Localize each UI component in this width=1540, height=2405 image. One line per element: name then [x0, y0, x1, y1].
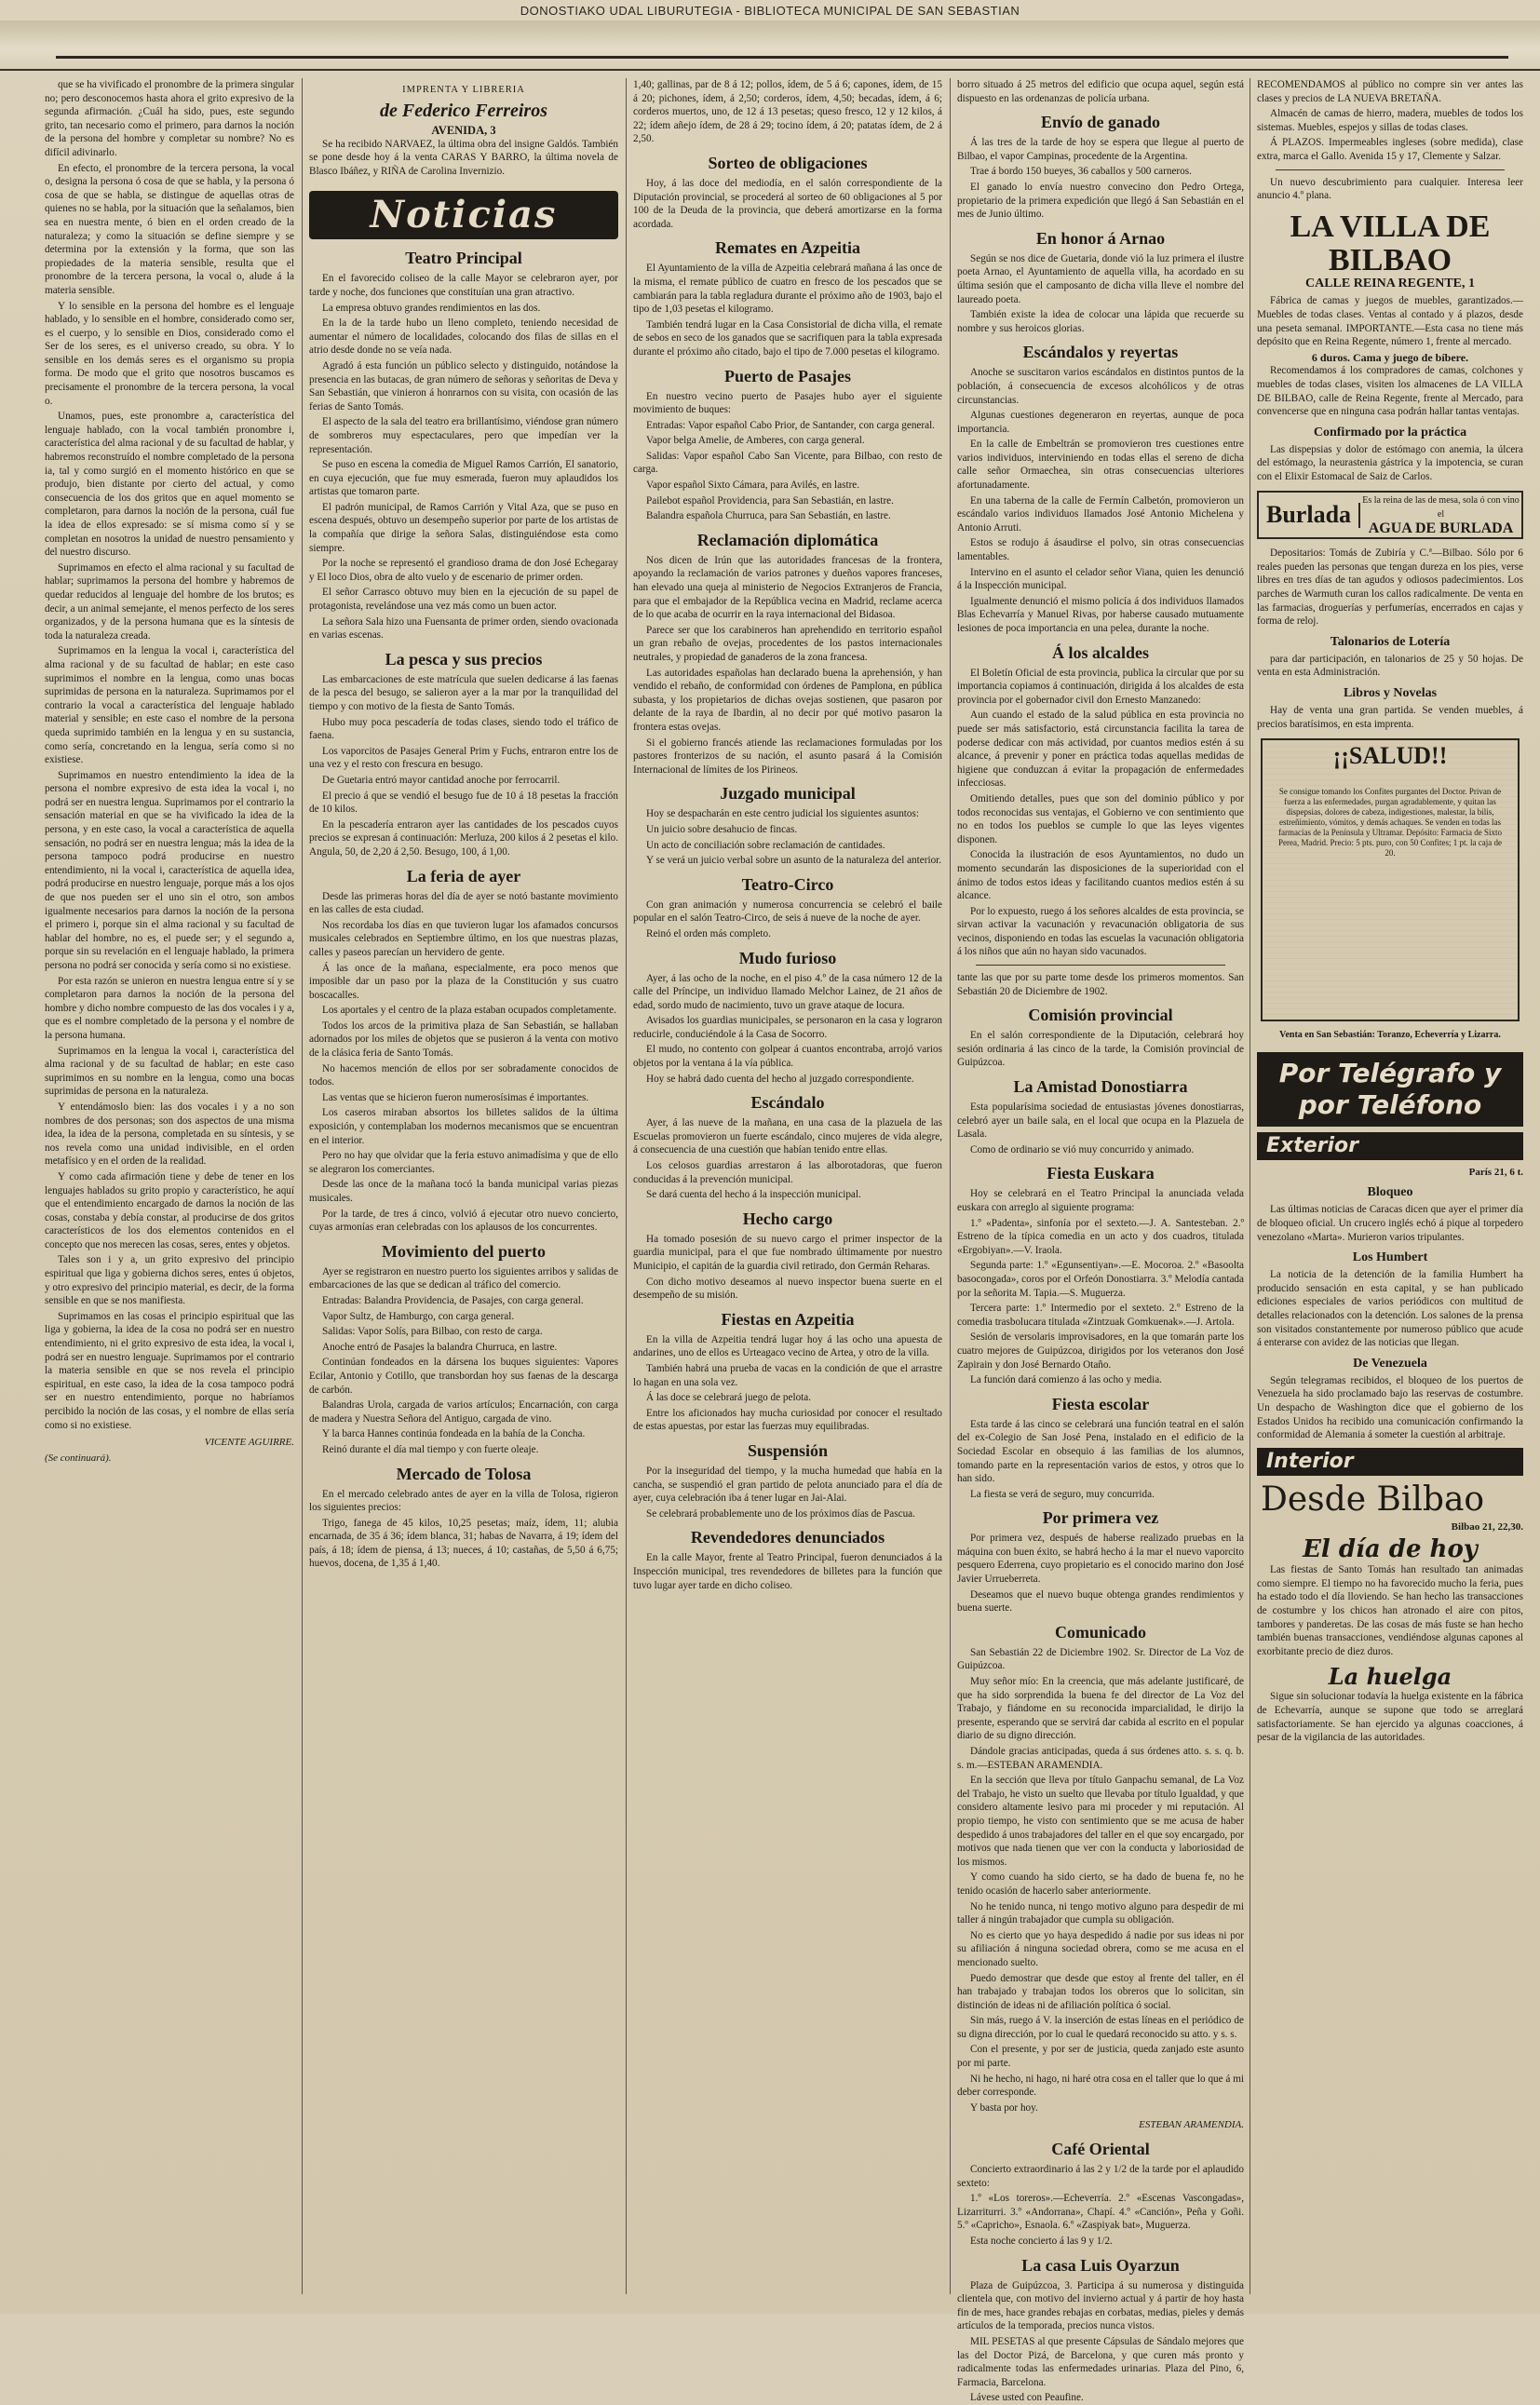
section-paragraph: MIL PESETAS al que presente Cápsulas de Sándalo mejores que las del Doctor Pizá, de Barcelona, y que curen más pronto y radicalmente todas las enfermedades urinarias. Plaza del Pino, 6, Farmacia, Barcelona. — [957, 2335, 1244, 2388]
section-paragraph: Balandras Urola, cargada de varios artículos; Encarnación, con carga de madera y Nuestra Señora del Antiguo, cargada de vino. — [309, 1399, 618, 1425]
section-paragraph: La fiesta se verá de seguro, muy concurrida. — [970, 1488, 1155, 1500]
ad-recomendamos-2: Recomendamos á los compradores de camas, colchones y muebles de todas clases, visiten los almacenes de LA VILLA DE BILBAO, calle de Reina Regente, frente al Mercado, para convencerse que en ninguna casa podrán hallar tantas ventajas. — [1257, 365, 1523, 418]
section-headline: Escándalos y reyertas — [1022, 343, 1179, 362]
section-paragraph: En la pescadería entraron ayer las cantidades de los pescados cuyos precios se expresan á continuación: Merluza, 200 kilos á 2 pesetas el kilo. Angula, 50, de 2,20 á 2,50. Besugo, 100, á 1,00. — [309, 818, 618, 858]
section-paragraph: Ayer se registraron en nuestro puerto los siguientes arribos y salidas de embarcaciones de las que se dedican al tráfico del comercio. — [309, 1265, 618, 1291]
section-paragraph: En nuestro vecino puerto de Pasajes hubo ayer el siguiente movimiento de buques: — [633, 390, 942, 416]
section-paragraph: Igualmente denunció el mismo policía á dos individuos llamados Blas Echevarría y Manuel Rivas, por haberse causado mutuamente lesiones de poca importancia en una pelea, durante la noche. — [957, 595, 1244, 634]
section-paragraph: En el mercado celebrado antes de ayer en la villa de Tolosa, rigieron los siguientes precios: — [309, 1488, 618, 1514]
news-sections — [957, 1006, 1244, 2405]
section-headline: Hecho cargo — [742, 1209, 833, 1228]
section-paragraph: El mudo, no contento con golpear á cuantos encontraba, arrojó varios objetos por la ventana á la vía pública. — [633, 1044, 942, 1070]
huelga-title: La huelga — [1328, 1663, 1452, 1691]
section-paragraph: La empresa obtuvo grandes rendimientos en las dos. — [322, 302, 541, 314]
section-paragraph: Y basta por hoy. — [970, 2101, 1038, 2114]
section-paragraph: Deseamos que el nuevo buque obtenga grandes rendimientos y buena suerte. — [957, 1588, 1244, 1615]
section-paragraph: 1.º «Padenta», sinfonía por el sexteto.—J. A. Santesteban. 2.º Estreno de la típica comedia en un acto y dos cuadros, titulada «Ergobiyan».—V. Iraola. — [957, 1217, 1244, 1256]
burlada-ad — [1257, 491, 1523, 539]
section-paragraph: La señora Sala hizo una Fuensanta de primer orden, siendo ovacionada en varias escenas. — [309, 615, 618, 642]
section-paragraph: Concierto extraordinario á las 2 y 1/2 de la tarde por el aplaudido sexteto: — [957, 2164, 1244, 2189]
section-headline: Suspensión — [747, 1440, 829, 1460]
section-paragraph: No es cierto que yo haya despedido á nadie por sus ideas ni por su afiliación á ninguna sociedad obrera, como se me acusa en el mencionado suelto. — [957, 1929, 1244, 1968]
section-paragraph: Estos se rodujo á ásaudirse el polvo, sin otras consecuencias lamentables. — [957, 537, 1244, 563]
column-intro: 1,40; gallinas, par de 8 á 12; pollos, ídem, de 5 á 6; capones, ídem, de 15 á 20; pichones, ídem, á 2,50; corderos, ídem, 4,50; becadas, ídem, á 6; corderos muertos, uno, de 12 á 13 pesetas; queso fresco, 12 y 12 kilos, á 22; ídem añejo ídem, de 28 á 29; tocino ídem, á 20; patatas ídem, de 2 á 2,50. — [633, 79, 942, 145]
section-headline: Movimiento del puerto — [382, 1241, 546, 1261]
section-headline: Mercado de Tolosa — [396, 1464, 532, 1483]
humbert-title: Los Humbert — [1352, 1250, 1428, 1265]
section-paragraph: Dándole gracias anticipadas, queda á sus órdenes atto. s. s. q. b. s. m.—ESTEBAN ARAMENDIA. — [957, 1746, 1244, 1771]
section-paragraph: San Sebastián 22 de Diciembre 1902. Sr. Director de La Voz de Guipúzcoa. — [957, 1646, 1244, 1672]
section-paragraph: Esta tarde á las cinco se celebrará una función teatral en el salón del ex-Colegio de San José Pena, instalado en el edificio de la Sociedad Escolar en obsequio á las familias de los alumnos, tomando parte en la representación varios de estos, y otros que lo han sido. — [957, 1418, 1244, 1485]
section-headline: Comisión provincial — [1028, 1006, 1173, 1025]
section-paragraph: También existe la idea de colocar una lápida que recuerde su nombre y sus heroicos glorias. — [957, 309, 1244, 334]
top-rule — [56, 56, 1508, 59]
talonarios-title: Talonarios de Lotería — [1330, 634, 1451, 649]
section-paragraph: El aspecto de la sala del teatro era brillantísimo, viéndose gran número de sombreros muy espectaculares, pero que impedían ver la representación. — [309, 416, 618, 455]
section-paragraph: Y se verá un juicio verbal sobre un asunto de la naturaleza del anterior. — [646, 855, 942, 867]
section-paragraph: Entre los aficionados hay mucha curiosidad por conocer el resultado de estas apuestas, por estar las fuerzas muy equilibradas. — [633, 1407, 942, 1433]
el-dia-text: Las fiestas de Santo Tomás han resultado tan animadas como siempre. El tiempo no ha favorecido mucho la feria, pues ha estado todo el día lloviendo. Se han hecho las transacciones de costumbre y los chicos han atronado el aire con pitos, tambores y panderetas. De las cosas de más fuste se han hecho también buenas transacciones, vendiéndose algunas capones al exorbitante precio de diez duros. — [1257, 1564, 1523, 1657]
section-headline: Puerto de Pasajes — [724, 366, 851, 385]
noticias-banner: Noticias — [309, 191, 618, 239]
section-paragraph: Pero no hay que olvidar que la feria estuvo animadísima y que de ello se alegraron los comerciantes. — [309, 1150, 618, 1175]
section-paragraph: Los vaporcitos de Pasajes General Prim y Fuchs, entraron entre los de una vez y el resto con frescura en besugo. — [309, 745, 618, 771]
section-paragraph: El padrón municipal, de Ramos Carrión y Vital Aza, que se puso en escena después, obtuvo un desempeño superior por parte de los artistas de la compañía que dirige la señora Salas, distinguiéndose esta como siempre. — [309, 501, 618, 554]
column-3 — [633, 78, 942, 2294]
section-paragraph: Vapor Sultz, de Hamburgo, con carga general. — [322, 1310, 515, 1322]
column-divider — [626, 78, 627, 2294]
section-paragraph: Intervino en el asunto el celador señor Viana, quien les denunció á la Inspección municipal. — [957, 566, 1244, 592]
section-paragraph: Todos los arcos de la primitiva plaza de San Sebastián, se hallaban adornados por los miles de objetos que se pusieron á la venta con motivo de la clásica feria de Santo Tomás. — [309, 1020, 618, 1060]
essay-paragraph: que se ha vivificado el pronombre de la primera singular no; pero desconocemos hasta ahora el grito expresivo de la segunda afirmación. ¿Cuál ha sido, pues, este segundo grito, tan necesario como el primero, para darnos la noción de la persona del hombre y completar su nombre? No es difícil adivinarlo. — [45, 79, 294, 158]
section-paragraph: Á las once de la mañana, especialmente, era poco menos que imposible dar un paso por la plaza de la Constitución y sus cuatro boscacalles. — [309, 962, 618, 1001]
section-paragraph: Esta popularísima sociedad de entusiastas jóvenes donostiarras, celebró ayer un baile sala, en el local que ocupa en la Plazuela de Lasala. — [957, 1101, 1244, 1141]
section-paragraph: Anoche entró de Pasajes la balandra Churruca, en lastre. — [322, 1341, 558, 1353]
section-headline: Por primera vez — [1042, 1508, 1159, 1528]
section-headline: La Amistad Donostiarra — [1013, 1077, 1188, 1097]
essay-paragraph: Y entendámoslo bien: las dos vocales i y a no son nombres de dos personas; son dos aspectos de una misma idea, la idea de la persona, completada en su síntesis, y se nos revela como una unidad indivisible, en el orden metafísico y en el orden de la realidad. — [45, 1101, 294, 1168]
section-paragraph: Tercera parte: 1.º Intermedio por el sexteto. 2.º Estreno de la comedia trasbolucara titulada «Zintzuak Gomkuenak».—J. Artola. — [957, 1303, 1244, 1328]
section-paragraph: Nos dicen de Irún que las autoridades francesas de la frontera, apoyando la reclamación de varios patrones y dueños vapores franceses, han elevado una queja al ministerio de Negocios Extranjeros de Francia, para que el embajador de la República vecina en Madrid, reclame acerca de lo que acaba de ocurrir en la raya internacional del Bidasoa. — [633, 554, 942, 621]
essay-paragraph: Suprimamos en efecto el alma racional y su facultad de hablar; suprimamos la persona del hombre y habremos de quedar reducidos al lenguaje del hombre de los brutos; es decir, a un animal semejante, el menos perfecto de los seres organizados, y de la persona humana que es la síntesis de toda la naturaleza creada. — [45, 561, 294, 642]
section-paragraph: Los aportales y el centro de la plaza estaban ocupados completamente. — [322, 1005, 616, 1017]
section-paragraph: Hoy se celebrará en el Teatro Principal la anunciada velada euskara con arreglo al siguiente programa: — [957, 1188, 1244, 1213]
section-paragraph: Por la tarde, de tres á cinco, volvió á ejecutar otro nuevo concierto, cuyas armonías eran celebradas con los aplausos de los concurrentes. — [309, 1208, 618, 1234]
section-paragraph: No he tenido nunca, ni tengo motivo alguno para despedir de mi taller á ningún trabajador que cumpla su obligación. — [957, 1900, 1244, 1926]
page-top-fold — [0, 20, 1540, 71]
section-paragraph: Un juicio sobre desahucio de fincas. — [646, 823, 798, 835]
section-paragraph: En el favorecido coliseo de la calle Mayor se celebraron ayer, por tarde y noche, dos funciones que constituían una gran atractivo. — [309, 273, 618, 298]
section-paragraph: Por la noche se representó el grandioso drama de don José Echegaray y El loco Dios, obra de alto vuelo y de escenario de primer orden. — [309, 558, 618, 583]
ad-recomendamos: RECOMENDAMOS al público no compre sin ver antes las clases y precios de LA NUEVA BRETAÑA. — [1257, 79, 1523, 104]
section-paragraph: Se puso en escena la comedia de Miguel Ramos Carrión, El sanatorio, en cuya ejecución, que fue muy esmerada, fueron muy aplaudidos los artistas que tomaron parte. — [309, 459, 618, 498]
section-paragraph: Á las doce se celebrará juego de pelota. — [646, 1392, 812, 1404]
el-dia-title: El día de hoy — [1303, 1535, 1478, 1564]
essay-body — [45, 78, 294, 1432]
section-paragraph: En una taberna de la calle de Fermín Calbetón, promovieron un escándalo varios individuos llamados José Antonio Michelena y Antonio Arruti. — [957, 494, 1244, 534]
section-paragraph: Hubo muy poca pescadería de todas clases, siendo todo el tráfico de faena. — [309, 716, 618, 742]
column-intro: tante las que por su parte tome desde los primeros momentos. San Sebastián 20 de Diciembre de 1902. — [957, 972, 1244, 997]
section-paragraph: Hoy, á las doce del mediodía, en el salón correspondiente de la Diputación provincial, se procederá al sorteo de 60 obligaciones al 5 por 100 de la Deuda de la provincia, que deberá amortizarse en la forma acordada. — [633, 177, 942, 230]
section-paragraph: Según se nos dice de Guetaria, donde vió la luz primera el ilustre poeta Arnao, el Ayuntamiento de aquella villa, ha acordado en su última sesión que el camposanto de dicha villa lleve el nombre del laureado poeta. — [957, 252, 1244, 305]
section-paragraph: Continúan fondeados en la dársena los buques siguientes: Vapores Ecilar, Antonio y Cotillo, que transbordan hoy sus faenas de la descarga de carbón. — [309, 1357, 618, 1396]
section-paragraph: Puedo demostrar que desde que estoy al frente del taller, en él han trabajado y trabajan todos los obreros que lo solicitan, sin distinción de ideas ni de afiliación política ó social. — [957, 1972, 1244, 2011]
column-2 — [309, 78, 618, 2294]
burlada-name: Burlada — [1259, 503, 1360, 528]
section-paragraph: Vapor belga Amelie, de Amberes, con carga general. — [646, 435, 865, 447]
telegrafo-banner: Por Telégrafo y por Teléfono — [1257, 1052, 1523, 1127]
essay-paragraph: Por esta razón se unieron en nuestra lengua entre sí y se completaron para darnos la noción de la persona del hombre y dicho nombre compuesto de las dos vocales i y a, que es el nombre completado de la persona y el nombre de la persona humana. — [45, 975, 294, 1041]
section-paragraph: En la calle Mayor, frente al Teatro Principal, fueron denunciados á la Inspección municipal, tres revendedores de billetes para la función que tuvo lugar ayer tarde en dicho coliseo. — [633, 1552, 942, 1591]
salud-ad-box — [1261, 738, 1520, 1021]
ad-rule — [1276, 169, 1505, 170]
ad-nuevo: Un nuevo descubrimiento para cualquier. Interesa leer anuncio 4.º plana. — [1257, 176, 1523, 202]
section-paragraph: Balandra española Churruca, para San Sebastián, en lastre. — [646, 510, 891, 522]
section-paragraph: Por la inseguridad del tiempo, y la mucha humedad que había en la cancha, se suspendió el gran partido de pelota anunciado para el día de ayer, cuya celebración iba á tener lugar en Jai-Alai. — [633, 1465, 942, 1505]
section-headline: Fiesta Euskara — [1047, 1164, 1155, 1183]
section-paragraph: Las ventas que se hicieron fueron numerosísimas é importantes. — [322, 1091, 589, 1103]
section-paragraph: Muy señor mío: En la creencia, que más adelante justificaré, de que ha sido sorprendida la buena fe del director de La Voz del Trabajo, y fiándome en su reconocida imparcialidad, le dirijo la presente, esperando que se servirá dar cabida al escrito en el popular diario de su digno dirección. — [957, 1676, 1244, 1742]
essay-paragraph: Suprimamos en la lengua la vocal i, característica del alma racional y de su facultad de hablar; en este caso suprimimos en su nombre en la lengua, como una bocas suprimidas de persona en la naturaleza. — [45, 1045, 294, 1098]
section-paragraph: También tendrá lugar en la Casa Consistorial de dicha villa, el remate de sebos en seco de los ganados que se sacrifiquen para la tabla expresada durante el próximo año citado, bajo el tipo de 7.000 pesetas el kilogramo. — [633, 318, 942, 358]
printer-ad-label: IMPRENTA Y LIBRERIA — [402, 85, 525, 95]
section-paragraph: En la sección que lleva por título Ganpachu semanal, de La Voz del Trabajo, he visto un suelto que llevaba por título Igualdad, y que considero altamente lesivo para mi proceder y mi reputación. Al propio tiempo, he visto con sentimiento que se me acusa de haber despedido á unos trabajadores del taller en el que soy encargado, por motivos que nada tienen que ver con la conducta y laboriosidad de los mismos. — [957, 1775, 1244, 1868]
paris-dateline: París 21, 6 t. — [1468, 1166, 1523, 1178]
salud-text: Se consigue tomando los Confites purgantes del Doctor. Privan de fuerza a las enfermedades, purgan agradablemente, y quitan las dispepsias, dolores de cabeza, indigestiones, malestar, la bilis, estreñimiento, vómitos, y demás achaques. Se venden en todas las farmacias de la Península y Ultramar. Depósito: Farmacia de Sixto Perea, Madrid. Precio: 5 pts. puro, con 50 Confites; 1 pt. la caja de 20. — [1278, 787, 1502, 858]
news-sections — [633, 154, 942, 1592]
section-paragraph: Las embarcaciones de este matrícula que suelen dedicarse á las faenas de la pesca del besugo, se salieron ayer a la mar por la tranquilidad del tiempo y con motivo de la fiesta de Santo Tomás. — [309, 673, 618, 712]
section-paragraph: Con gran animación y numerosa concurrencia se celebró el baile popular en el salón Teatro-Circo, de seis á nueve de la noche de ayer. — [633, 898, 942, 925]
villa-bilbao-address: CALLE REINA REGENTE, 1 — [1304, 276, 1476, 290]
section-headline: Fiestas en Azpeitia — [721, 1309, 855, 1329]
section-paragraph: El Ayuntamiento de la villa de Azpeitia celebrará mañana á las once de la misma, el remate público de cuatro en fresco de los pescados que se cambiarán para la tabla regladura durante el próximo año de 1903, bajo el tipo de 1,03 pesetas el kilogramo. — [633, 263, 942, 316]
section-paragraph: Plaza de Guipúzcoa, 3. Participa á su numerosa y distinguida clientela que, con motivo del invierno actual y á partir de hoy hasta fin de mes, hace grandes rebajas en corbatas, medias, pieles y demás artículos de la temporada, precios nunca vistos. — [957, 2279, 1244, 2332]
section-paragraph: Lávese usted con Peaufine. — [970, 2392, 1084, 2404]
villa-bilbao-text: Fábrica de camas y juegos de muebles, garantizados.—Muebles de todas clases. Ventas al contado y á plazos, desde una peseta semanal. IMPORTANTE.—Esta casa no tiene más depósito que en Reina Regente, número 1, frente al mercado. — [1257, 295, 1523, 348]
bloqueo-text: Las últimas noticias de Caracas dicen que ayer el primer día de bloqueo oficial. Un crucero inglés echó á pique al torpedero venezolano «Marta». Murieron varios tripulantes. — [1257, 1204, 1523, 1243]
exterior-banner: Exterior — [1257, 1132, 1523, 1160]
section-paragraph: Desde las primeras horas del día de ayer se notó bastante movimiento en las calles de esta ciudad. — [309, 890, 618, 916]
section-paragraph: Avisados los guardias municipales, se personaron en la casa y lograron reducirle, conduciéndole á la Casa de Socorro. — [633, 1015, 942, 1040]
confirmado-title: Confirmado por la práctica — [1313, 425, 1467, 439]
printer-ad-address: AVENIDA, 3 — [431, 123, 496, 137]
section-paragraph: Agradó á esta función un público selecto y distinguido, notándose la presencia en las butacas, de gran número de señoras y señoritas de Deva y San Sebastián, que vinieron á honrarnos con su visita, con ocasión de las ferias de Santo Tomás. — [309, 359, 618, 412]
section-paragraph: Salidas: Vapor español Cabo San Vicente, para Bilbao, con resto de carga. — [633, 450, 942, 476]
section-paragraph: El señor Carrasco obtuvo muy bien en la ejecución de su papel de protagonista, revelándose una vez más como un buen actor. — [309, 587, 618, 613]
section-headline: Mudo furioso — [738, 948, 837, 967]
libros-text: Hay de venta una gran partida. Se venden muebles, á precios baratísimos, en esta imprenta. — [1257, 705, 1523, 730]
essay-paragraph: En efecto, el pronombre de la tercera persona, la vocal o, designa la persona ó cosa de que se habla, y la persona ó cosa de que se habla, se distingue de aquellas otras de quienes no se habla, por la situación que la señalamos, bien sea en nuestra mente, ó bien en el orden creado de la naturaleza; y como la situación se define siempre y se determina por la extensión y la forma, que son las propiedades de la materia sensible, resulta que el pronombre de la tercera persona, la vocal o, alude á la materia sensible. — [45, 162, 294, 296]
section-paragraph: Desde las once de la mañana tocó la banda municipal varias piezas musicales. — [309, 1179, 618, 1204]
section-paragraph: Los celosos guardias arrestaron á las alborotadoras, que fueron conducidas á la prevención municipal. — [633, 1160, 942, 1185]
section-paragraph: Nos recordaba los días en que tuvieron lugar los afamados concursos musicales celebrados en Septiembre último, en los que nuestras plazas, calles y paseos parecían un hervidero de gente. — [309, 919, 618, 958]
column-5 — [1257, 78, 1523, 2294]
section-headline: Á los alcaldes — [1051, 642, 1149, 662]
archive-watermark: DONOSTIAKO UDAL LIBURUTEGIA - BIBLIOTECA MUNICIPAL DE SAN SEBASTIAN — [520, 4, 1020, 18]
humbert-text: La noticia de la detención de la familia Humbert ha producido sensación en esta capital, y se han publicado ediciones especiales de varios periódicos con multitud de detalles relacionados con la detención. Los salones de la prensa son visitados constantemente por numeroso público que acude á enterarse con avidez de las noticias que llegan. — [1257, 1269, 1523, 1349]
section-paragraph: Reinó durante el día mal tiempo y con fuerte oleaje. — [322, 1443, 539, 1455]
column-1 — [45, 78, 294, 2294]
essay-paragraph: Y como cada afirmación tiene y debe de tener en los lenguajes hablados su grito propio y característico, he aquí que el entendimiento encargado de darnos la noción de las cosas, constaba y debía constar, al producirse de dos gritos característicos de los dos elementos contenidos en el concepto que nos merecen las cosas, seres, entes y objetos. — [45, 1170, 294, 1250]
burlada-line: Es la reina de las de mesa, sola ó con vino el — [1362, 495, 1520, 520]
section-paragraph: Hoy se habrá dado cuenta del hecho al juzgado correspondiente. — [646, 1073, 914, 1085]
section-paragraph: Ni he hecho, ni hago, ni haré otra cosa en el taller que lo que á mi deber corresponde. — [957, 2073, 1244, 2099]
section-paragraph: 1.º «Los toreros».—Echeverría. 2.º «Escenas Vascongadas», Lizarriturri. 3.º «Andorrana», Chapí. 4.º «Canción», Peña y Goñi. 5.º «Capricho», Esnaola. 6.º «Zaspiyak bat», Muguerza. — [957, 2193, 1244, 2232]
section-paragraph: Si el gobierno francés atiende las reclamaciones formuladas por los pastores fronterizos de su nación, el asunto pasará á la Comisión Internacional de límites de los Pirineos. — [633, 736, 942, 776]
section-headline: Sorteo de obligaciones — [708, 153, 868, 172]
section-paragraph: El Boletín Oficial de esta provincia, publica la circular que por su importancia copiamos á continuación, dirigida á los alcaldes de esta provincia por el gobernador civil don Ernesto Manzanedo: — [957, 667, 1244, 706]
section-paragraph: Sesión de versolaris improvisadores, en la que tomarán parte los cuatro mejores de Guipúzcoa, dirigidos por los veteranos don José Zapirain y don José Bernardo Otaño. — [957, 1331, 1244, 1371]
essay-paragraph: Suprimamos en la lengua la vocal i, característica del alma racional y de su facultad de hablar; en este caso suprimimos el nombre en la lengua, como unas bocas suprimidas de persona en la naturaleza. Suprimamos por el contrario la vocal a característica del lenguaje hablado material y sensible; en este caso el nombre de la persona queda suprimido también en la lengua y en su sustancia, como sería, concretando en la lengua, sería como si no existiese. — [45, 645, 294, 766]
section-paragraph: Parece ser que los carabineros han aprehendido en territorio español un gran rebaño de ovejas, procedentes de los pastos internacionales neutrales, y propiedad de ganaderos de la zona francesa. — [633, 624, 942, 663]
section-headline: Revendedores denunciados — [690, 1528, 885, 1547]
section-headline: Remates en Azpeitia — [715, 238, 860, 258]
libros-title: Libros y Novelas — [1343, 686, 1438, 700]
ad-plazos: Á PLAZOS. Impermeables ingleses (sobre medida), clase extra, marca el Gallo. Avenida 15 y 17, Clemente y Salzar. — [1257, 137, 1523, 162]
section-headline: En honor á Arnao — [1035, 228, 1166, 248]
burlada-right — [1360, 493, 1521, 537]
section-paragraph: De Guetaria entró mayor cantidad anoche por ferrocarril. — [322, 774, 561, 786]
bloqueo-title: Bloqueo — [1367, 1185, 1413, 1200]
essay-paragraph: Suprimamos en las cosas el principio espiritual que las liga y gobierna, la idea de la cosa no podrá ser en nuestro entendimiento, ni el grito expresivo de esta idea, la vocal i, podrá ser en nuestro lenguaje. Suprimamos por el contrario la materia sensible en que se nos revela el principio espiritual, en este caso, la idea de la cosa tampoco podrá ser en nuestro entendimiento, porque no habríamos percibido la noción de las cosas, y el nombre de ellas sería como si no existiese. — [45, 1310, 294, 1431]
section-paragraph: El ganado lo envía nuestro convecino don Pedro Ortega, propietario de la primera expedición que llegó á San Sebastián en el mes de Junio último. — [957, 181, 1244, 221]
section-paragraph: Aun cuando el estado de la salud pública en esta provincia no puede ser más satisfactorio, está circunstancia facilita la tarea de poderse dedicar con más actividad, por cuantos medios estén á su alcance, á prevenir y poner en práctica todas aquellas medidas de higiene que conduzcan á evitar la propagación de enfermedades infecciosas. — [957, 709, 1244, 790]
section-paragraph: También habrá una prueba de vacas en la condición de que el arrastre lo hagan en una sola vez. — [633, 1362, 942, 1388]
section-paragraph: Ayer, á las ocho de la noche, en el piso 4.º de la casa número 12 de la calle del Príncipe, un individuo llamado Melchor Lainez, de 21 años de edad, sordo mudo de nacimiento, tuvo un grave ataque de locura. — [633, 972, 942, 1011]
column-divider — [950, 78, 951, 2294]
section-headline: La pesca y sus precios — [385, 649, 543, 669]
section-headline: Teatro-Circo — [741, 874, 834, 894]
section-headline: Escándalo — [750, 1093, 825, 1113]
confirmado-text: Las dispepsias y dolor de estómago con anemia, la úlcera del estómago, la neurastenia gástrica y la impotencia, se curan con el Elixir Estomacal de Saiz de Carlos. — [1257, 443, 1523, 482]
essay-paragraph: Tales son i y a, un grito expresivo del principio espiritual que liga y gobierna dichos seres, entes ú objetos, y otro expresivo del principio material, es decir, de la forma sensible en que se nos manifiesta. — [45, 1254, 294, 1307]
venezuela-title: De Venezuela — [1353, 1356, 1427, 1371]
section-paragraph: Los caseros miraban absortos los billetes salidos de la última exposición, y contemplaban los modernos mecanismos que se encuentran en el interior. — [309, 1107, 618, 1146]
news-sections — [309, 249, 618, 1571]
section-paragraph: Trigo, fanega de 45 kilos, 10,25 pesetas; maíz, ídem, 11; alubia encarnada, de 35 á 36; ídem blanca, 31; habas de Navarra, á 19; ídem del país, á 18; ídem de piensa, á 13; nueces, á 10; castañas, de 5,50 á 6,75; huevos, docena, de 1,35 á 1,40. — [309, 1517, 618, 1570]
section-paragraph: Como de ordinario se vió muy concurrido y animado. — [970, 1143, 1195, 1155]
bilbao-dateline: Bilbao 21, 22,30. — [1451, 1520, 1523, 1533]
section-headline: La casa Luis Oyarzun — [1021, 2255, 1180, 2275]
section-paragraph: Por primera vez, después de haberse realizado pruebas en la máquina con buen éxito, se habrá hecho á la mar el nuevo vaporcito pesquero Ederrena, cuyo propietario es el conocido marino don José Javier Urrueberreta. — [957, 1533, 1244, 1586]
section-paragraph: Salidas: Vapor Solís, para Bilbao, con resto de carga. — [322, 1326, 543, 1338]
essay-paragraph: Suprimamos en nuestro entendimiento la idea de la persona el nombre expresivo de esta idea la vocal i, no podrá ser en nuestra lengua. Suprimamos por el contrario la sensación material en que se ha vivificado la idea de la persona, y en este caso, la vocal a característica de aquella sensación, no podrá ser en nuestra lengua; más la idea de la persona tampoco podrá producirse en nuestro entendimiento, ni la vocal i, característica de aquella idea, podrá producirse en nuestro lenguaje, porque más a los ojos de que nos pueden ser el uno sin el otro, son ambos igualmente necesarios para darnos la noción de la persona el primero i, porque sin el alma racional y su facultad de hablar del hombre, no es, el puede ser; y el segundo a, porque sin su revelación en el lenguaje hablado, la primera persona no podrá ser conocida y sería como si no existiese. — [45, 769, 294, 971]
section-paragraph: En el salón correspondiente de la Diputación, celebrará hoy sesión ordinaria á las cinco de la tarde, la Comisión provincial de Guipúzcoa. — [957, 1030, 1244, 1069]
section-paragraph: En la calle de Embeltrán se promovieron tres cuestiones entre varios individuos, interviniendo en todas ellas el sereno de dicha calle señor Ormaechea, sin otras consecuencias ulteriores afortunadamente. — [957, 439, 1244, 492]
section-paragraph: Trae á bordo 150 bueyes, 36 caballos y 500 carneros. — [970, 166, 1192, 178]
printer-ad-name: de Federico Ferreiros — [380, 100, 547, 121]
section-paragraph: La función dará comienzo á las ocho y media. — [970, 1374, 1162, 1386]
section-paragraph: Se dará cuenta del hecho á la inspección municipal. — [646, 1189, 861, 1201]
section-paragraph: Vapor español Sixto Cámara, para Avilés, en lastre. — [646, 480, 860, 492]
section-paragraph: Algunas cuestiones degeneraron en reyertas, aunque de poca importancia. — [957, 410, 1244, 435]
section-paragraph: Omitiendo detalles, pues que son del dominio público y por todos reconocidas sus ventajas, el Gobierno ve con sentimiento que no en todos los pueblos se cumple lo que las leyes vigentes disponen. — [957, 792, 1244, 845]
section-headline: Comunicado — [1054, 1622, 1146, 1642]
talonarios-text: para dar participación, en talonarios de 25 y 50 hojas. De venta en esta Administración. — [1257, 653, 1523, 679]
column-intro: borro situado á 25 metros del edificio que ocupa aquel, según está dispuesto en las ordenanzas de policía urbana. — [957, 79, 1244, 104]
section-paragraph: Las autoridades españolas han declarado buena la aprehensión, y han vendido el rebaño, de conformidad con órdenes de Pamplona, en pública subasta, y los propietarios de dichas ovejas sostienen, que pasaron por delante de la raya de Ibardin, al no decir por qué motivo pasaron la frontera estas ovejas. — [633, 667, 942, 733]
salud-title: ¡¡SALUD!! — [1332, 742, 1448, 770]
essay-signature: VICENTE AGUIRRE. — [204, 1437, 294, 1449]
printer-ad-text: Se ha recibido NARVAEZ, la última obra del insigne Galdós. También se pone desde hoy á la venta CARAS Y BARRO, la última novela de Blasco Ibáñez, y RIÑA de Carolina Invernizio. — [309, 138, 618, 177]
section-paragraph: Un acto de conciliación sobre reclamación de cantidades. — [646, 839, 885, 851]
bilbao-title: Desde Bilbao — [1261, 1479, 1485, 1519]
villa-bilbao-title: LA VILLA DE BILBAO — [1290, 209, 1491, 277]
column-4 — [957, 78, 1244, 2404]
ad-bretana: Almacén de camas de hierro, madera, muebles de todos los sistemas. Muebles, espejos y sillas de todas clases. — [1257, 108, 1523, 133]
section-paragraph: En la de la tarde hubo un lleno completo, teniendo necesidad de aumentar el número de localidades, colocando dos filas de sillas en el atrio desde donde no se veía nada. — [309, 318, 618, 357]
column-divider — [302, 78, 303, 2294]
section-rule — [976, 965, 1225, 966]
burlada-agua: AGUA DE BURLADA — [1368, 520, 1514, 536]
continued-note: (Se continuará). — [45, 1452, 112, 1464]
section-paragraph: Y la barca Hannes continúa fondeada en la bahía de la Concha. — [322, 1428, 586, 1440]
section-paragraph: En la villa de Azpeitia tendrá lugar hoy á las ocho una apuesta de andarines, uno de ellos es Urteagaco vecino de Artea, y otro de la villa. — [633, 1333, 942, 1359]
section-paragraph: Pailebot español Providencia, para San Sebastián, en lastre. — [646, 494, 894, 507]
section-paragraph: Entradas: Vapor español Cabo Prior, de Santander, con carga general. — [646, 419, 935, 431]
interior-banner: Interior — [1257, 1448, 1523, 1476]
section-paragraph: Reinó el orden más completo. — [646, 927, 771, 939]
burlada-text: Depositarios: Tomás de Zubiría y C.ª—Bilbao. Sólo por 6 reales pueden las personas que tengan dureza en los pies, verse libres en tres días de tan agudos y odiosos padecimientos. Los parches de Warmuth curan los callos radicalmente. De venta en las farmacias, droguerías y perfumerías, encerrados en cajas y forma de reloj. — [1257, 547, 1523, 628]
venezuela-text: Según telegramas recibidos, el bloqueo de los puertos de Venezuela ha sido proclamado bajo las reservas de costumbre. Un despacho de Washington dice que el gobierno de los Estados Unidos ha recibido una comunicación confirmando la conformidad de Alemania á someter la cuestión al arbitraje. — [1257, 1374, 1523, 1441]
section-paragraph: Ha tomado posesión de su nuevo cargo el primer inspector de la guardia municipal, para el que fue nombrado últimamente por nuestro Municipio, el capitán de la guardia civil retirado, don Germán Reharas. — [633, 1233, 942, 1272]
section-paragraph: El precio á que se vendió el besugo fue de 10 á 18 pesetas la fracción de 10 kilos. — [309, 790, 618, 816]
section-paragraph: Anoche se suscitaron varios escándalos en distintos puntos de la población, á consecuencia de excesos alcohólicos y de otras circunstancias. — [957, 367, 1244, 406]
section-paragraph: Y como cuando ha sido cierto, se ha dado de buena fe, no he tenido ocasión de hacerlo saber anteriormente. — [957, 1871, 1244, 1897]
section-headline: Juzgado municipal — [720, 784, 856, 804]
section-headline: Café Oriental — [1051, 2140, 1150, 2159]
section-paragraph: Á las tres de la tarde de hoy se espera que llegue al puerto de Bilbao, el vapor Campinas, procedente de la Argentina. — [957, 137, 1244, 162]
news-sections — [957, 113, 1244, 959]
section-headline: Teatro Principal — [405, 249, 522, 268]
section-paragraph: Segunda parte: 1.º «Egunsentiyan».—E. Mocoroa. 2.º «Basoolta basocongada», coros por el Orfeón Donostiarra. 3.º Melodía cantada por la señorita M. Tapia.—S. Muguerza. — [957, 1260, 1244, 1299]
salud-caption: Venta en San Sebastián: Toranzo, Echeverría y Lizarra. — [1279, 1030, 1501, 1041]
section-paragraph: Con dicho motivo deseamos al nuevo inspector buena suerte en el desempeño de su misión. — [633, 1276, 942, 1302]
section-paragraph: Entradas: Balandra Providencia, de Pasajes, con carga general. — [322, 1294, 584, 1306]
section-paragraph: Ayer, á las nueve de la mañana, en una casa de la plazuela de las Escuelas promovieron un fuerte escándalo, cinco mujeres de vida alegre, á consecuencia de una cuestión que habían tenido entre ellas. — [633, 1117, 942, 1156]
section-headline: Envío de ganado — [1040, 113, 1161, 132]
section-headline: Reclamación diplomática — [696, 530, 879, 549]
section-paragraph: Sin más, ruego á V. la inserción de estas líneas en el periódico de su digna dirección, por lo cual le quedará reconocido su atto. y s. s. — [957, 2015, 1244, 2040]
essay-paragraph: Y lo sensible en la persona del hombre es el lenguaje hablado, y lo sensible en el hombre, considerado como ser, es el cuerpo, y lo sensible en Dios, considerado como el Ser de los seres, es el universo creado, su obra. Y lo sensible en los demás seres es el organismo su propia forma. De modo que el grito que nosotros buscamos es precisamente el pronombre de la tercera persona, la vocal o. — [45, 300, 294, 407]
section-paragraph: Conocida la ilustración de esos Ayuntamientos, no dudo un momento secundarán las disposiciones de la superioridad con el ánimo de todos estos ideas y facilitando cuantos medios estén á su alcance. — [957, 849, 1244, 902]
section-paragraph: Esta noche concierto á las 9 y 1/2. — [970, 2236, 1113, 2247]
section-paragraph: Hoy se despacharán en este centro judicial los siguientes asuntos: — [646, 808, 919, 820]
section-paragraph: Con el presente, y por ser de justicia, queda zanjado este asunto por mi parte. — [957, 2044, 1244, 2070]
essay-paragraph: Unamos, pues, este pronombre a, característica del lenguaje hablado, con la vocal también pronombre i, característica del alma racional y de su facultad de hablar, y habremos reconstruído el nombre completado de la persona ia, tal y como surgió en el momento histórico en que se produjo, bien distante por cierto del actual, y como consecuencia de los dos gritos que en aquel momento se completaron, para darnos la noción de la persona, cuál fue la idea de ellos expresado: se sí misma como sí y se completan en nosotros la unidad de nuestro pensamiento y del nuestro discurso. — [45, 411, 294, 559]
section-headline: Fiesta escolar — [1051, 1394, 1150, 1413]
section-signature: ESTEBAN ARAMENDIA. — [1139, 2119, 1244, 2131]
section-paragraph: No hacemos mención de ellos por ser sobradamente conocidos de todos. — [309, 1062, 618, 1088]
villa-bilbao-duros: 6 duros. Cama y juego de bíbere. — [1311, 350, 1469, 364]
section-headline: La feria de ayer — [406, 866, 521, 885]
section-paragraph: Se celebrará probablemente uno de los próximos días de Pascua. — [646, 1507, 915, 1520]
section-paragraph: Por lo expuesto, ruego á los señores alcaldes de esta provincia, se sirvan activar la vacunación y revacunación obligatoria de sus vecinos, disponiendo en todas las escuelas la vacunación obligatoria á los niños que aún no hayan sido vacunados. — [957, 905, 1244, 958]
huelga-text: Sigue sin solucionar todavía la huelga existente en la fábrica de Echevarría, aunque se supone que todo se arreglará satisfactoriamente. Se han ejercido ya algunas coacciones, á pesar de la vigilancia de las autoridades. — [1257, 1691, 1523, 1744]
